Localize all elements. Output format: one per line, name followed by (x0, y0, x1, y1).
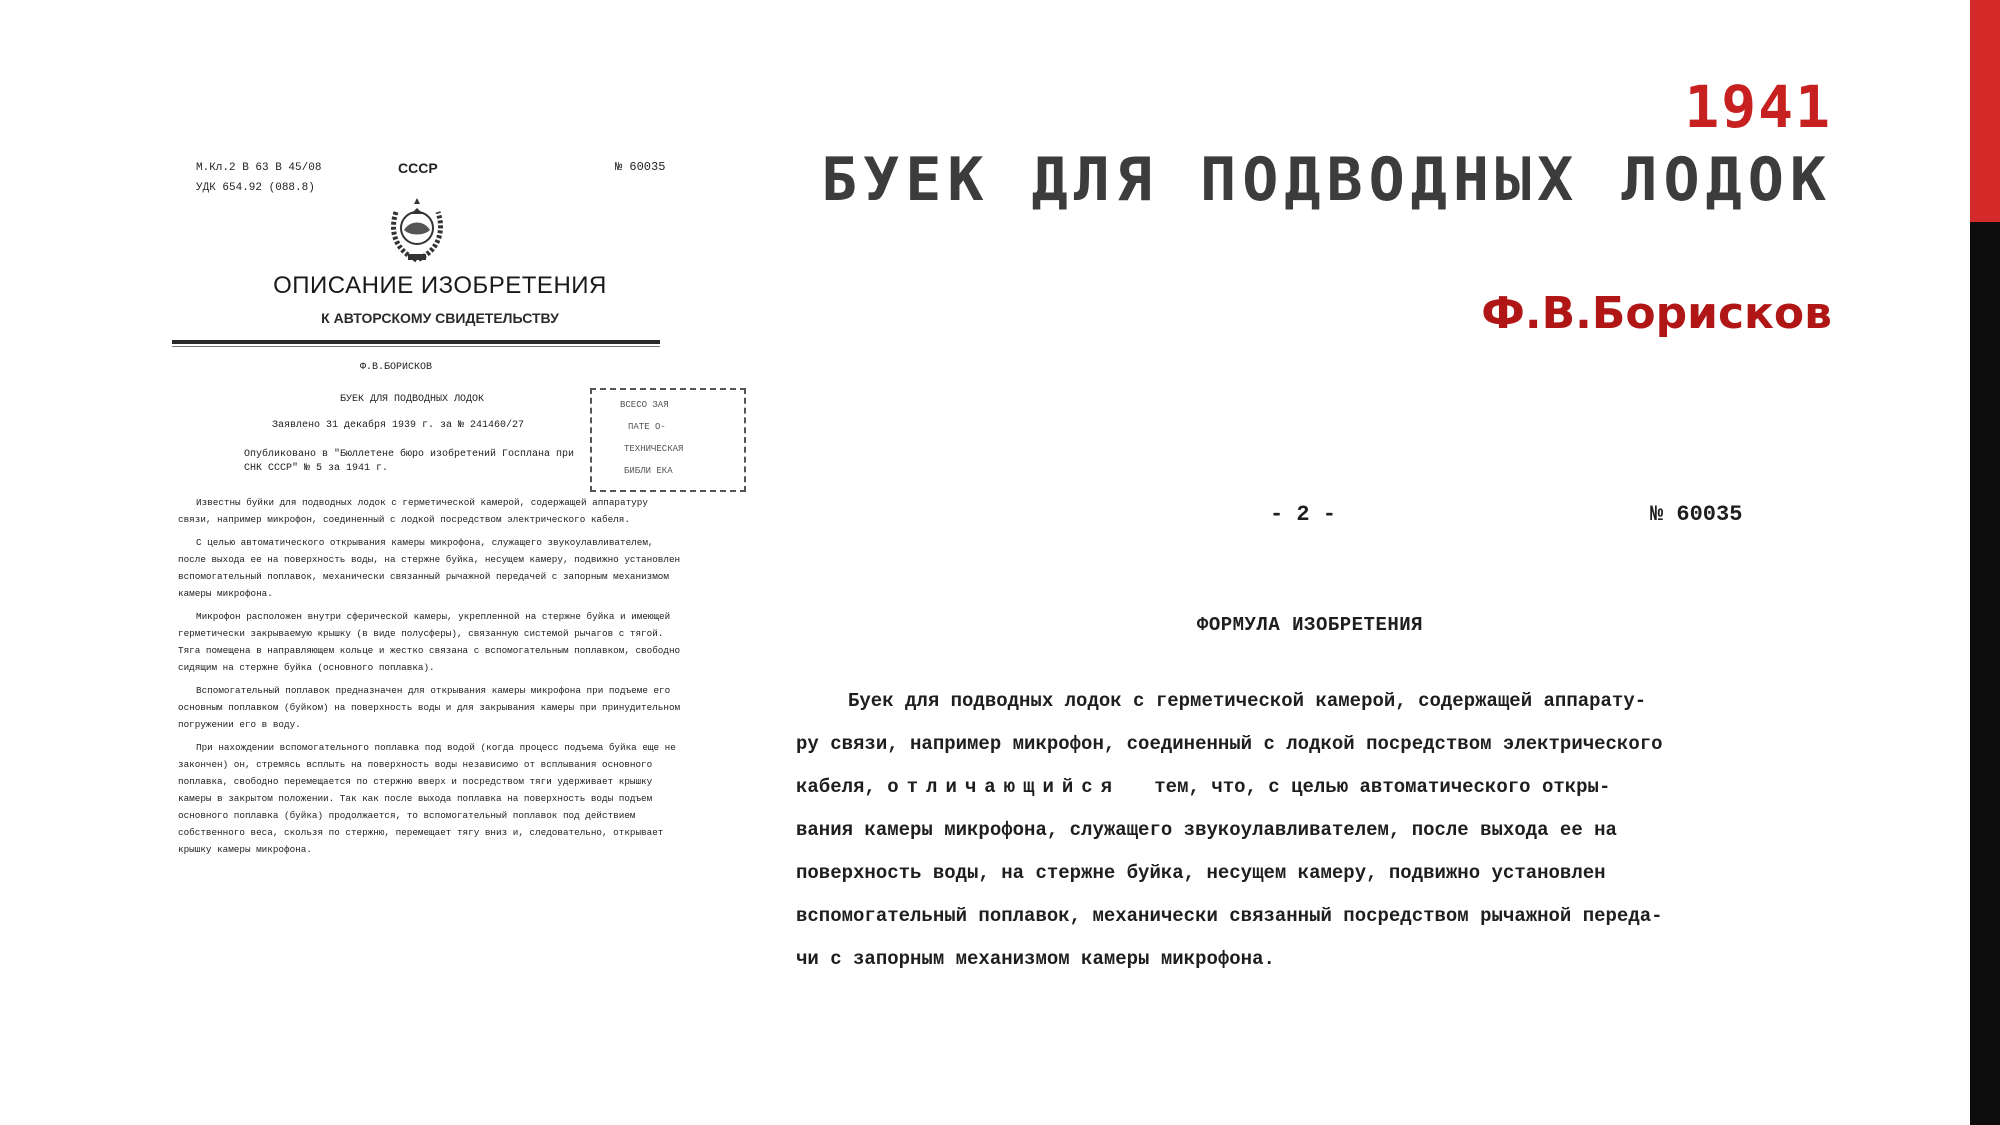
classification-line: М.Кл.2 В 63 В 45/08 (196, 162, 322, 174)
slide-title: БУЕК ДЛЯ ПОДВОДНЫХ ЛОДОК (821, 145, 1832, 215)
title-divider (172, 340, 660, 344)
accent-bar-black (1970, 222, 2000, 1125)
document-title: ОПИСАНИЕ ИЗОБРЕТЕНИЯ (273, 272, 607, 299)
description-paragraph: При нахождении вспомогательного поплавка под водой (когда процесс подъема буйка еще не закончен) он, стремясь всплыть на поверхность воды независимо от всплывания основного поплавка, свободно перемещается по стержню вверх и посредством тяги удерживает крышку камеры в закрытом положении. Так как после выхода поплавка на поверхность воды подъем основного поплавка (буйка) продолжается, то вспомогательный поплавок под действием собственного веса, скользя по стержню, перемещает тягу вниз и, следовательно, открывает крышку камеры микрофона. (178, 742, 676, 855)
patent-description-scan (160, 150, 715, 980)
description-paragraph: С целью автоматического открывания камеры микрофона, служащего звукоулавливателем, после выхода ее на поверхность воды, на стержне буйка, несущем камеру, подвижно установлен вспомогательный поплавок, механически связанный рычажной передачей с запорным механизмом камеры микрофона. (178, 537, 681, 599)
formula-line-part: тем, что, с целью автоматического откры- (1154, 776, 1611, 798)
formula-line: поверхность воды, на стержне буйка, несущем камеру, подвижно установлен (796, 862, 1606, 884)
description-paragraph: Микрофон расположен внутри сферической камеры, укрепленной на стержне буйка и имеющей герметически закрываемую крышку (в виде полусферы), связанную системой рычагов с тягой. Тяга помещена в направляющем кольце и жестко связана с вспомогательным поплавком, свободно сидящим на стержне буйка (основного поплавка). (178, 611, 681, 673)
formula-text (796, 680, 1816, 981)
inventor-name: Ф.В.БОРИСКОВ (360, 362, 433, 373)
udc-line: УДК 654.92 (088.8) (196, 182, 315, 194)
invention-name: БУЕК ДЛЯ ПОДВОДНЫХ ЛОДОК (340, 394, 485, 405)
country-label: СССР (398, 160, 438, 176)
library-stamp (590, 388, 746, 492)
formula-line: вания камеры микрофона, служащего звукоулавливателем, после выхода ее на (796, 819, 1617, 841)
patent-formula-page (780, 480, 1840, 1010)
formula-line: ру связи, например микрофон, соединенный с лодкой посредством электрического (796, 733, 1663, 755)
stamp-line: ПАТЕ О- (628, 422, 666, 432)
stamp-line: БИБЛИ ЕКА (624, 466, 673, 476)
stamp-line: ТЕХНИЧЕСКАЯ (624, 444, 684, 454)
publication-info: Опубликовано в "Бюллетене бюро изобретений Госплана при СНК СССР" № 5 за 1941 г. (244, 449, 575, 474)
document-subtitle: К АВТОРСКОМУ СВИДЕТЕЛЬСТВУ (321, 310, 559, 326)
formula-line (796, 766, 1816, 809)
stamp-line: ВСЕСО ЗАЯ (620, 400, 669, 410)
filing-info: Заявлено 31 декабря 1939 г. за № 241460/27 (272, 420, 525, 431)
page-patent-number: № 60035 (1650, 502, 1743, 527)
distinguishing-keyword: отличающийся (887, 776, 1121, 798)
patent-number: № 60035 (615, 160, 666, 174)
description-body (178, 494, 684, 864)
title-divider-thin (172, 346, 660, 347)
accent-bar-red (1970, 0, 2000, 222)
classification-block (196, 158, 321, 198)
slide-author: Ф.В.Борисков (1481, 288, 1832, 339)
formula-line-part: кабеля, (796, 776, 876, 798)
formula-line: вспомогательный поплавок, механически связанный посредством рычажной переда- (796, 905, 1663, 927)
description-paragraph: Вспомогательный поплавок предназначен для открывания камеры микрофона при подъеме его основным поплавком (буйком) на поверхность воды и для закрывания камеры при принудительном погружении его в воду. (178, 685, 681, 730)
formula-heading: ФОРМУЛА ИЗОБРЕТЕНИЯ (1196, 614, 1424, 636)
slide-year: 1941 (1684, 73, 1832, 141)
formula-line: Буек для подводных лодок с герметической камерой, содержащей аппарату- (848, 690, 1647, 712)
ussr-emblem-icon (386, 192, 448, 266)
description-paragraph: Известны буйки для подводных лодок с герметической камерой, содержащей аппаратуру связи, например микрофон, соединенный с лодкой посредством электрического кабеля. (178, 497, 648, 525)
formula-line: чи с запорным механизмом камеры микрофона. (796, 948, 1275, 970)
page-number: - 2 - (1270, 502, 1337, 527)
